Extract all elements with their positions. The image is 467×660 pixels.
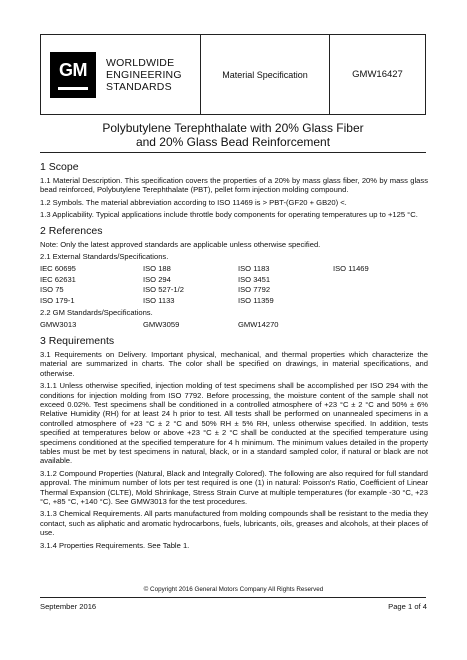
scope-paragraph: 1.3 Applicability. Typical applications include throttle body components for operating temperatures up to +125 °C. bbox=[40, 210, 418, 220]
footer-divider bbox=[40, 597, 426, 598]
footer-page-number: Page 1 of 4 bbox=[388, 602, 427, 611]
standard-item: ISO 75 bbox=[40, 285, 64, 295]
title-line-1: Polybutylene Terephthalate with 20% Glass Fiber bbox=[102, 121, 364, 135]
standard-item: ISO 11469 bbox=[333, 264, 369, 274]
standard-item: ISO 527-1/2 bbox=[143, 285, 184, 295]
external-standards-heading: 2.1 External Standards/Specifications. bbox=[40, 252, 169, 262]
standard-item: ISO 11359 bbox=[238, 295, 274, 305]
standard-item: IEC 60695 bbox=[40, 264, 76, 274]
section-references bbox=[40, 225, 428, 330]
gm-standards-heading: 2.2 GM Standards/Specifications. bbox=[40, 308, 153, 318]
standard-item: ISO 1183 bbox=[238, 264, 270, 274]
document-header bbox=[40, 34, 426, 115]
scope-heading: 1 Scope bbox=[40, 161, 79, 173]
standard-item: ISO 1133 bbox=[143, 295, 175, 305]
standard-item bbox=[333, 285, 428, 294]
standard-item: GMW14270 bbox=[238, 320, 279, 330]
standard-item: GMW3059 bbox=[143, 320, 180, 330]
title-line-2: and 20% Glass Bead Reinforcement bbox=[135, 135, 331, 149]
references-note: Note: Only the latest approved standards are applicable unless otherwise specified. bbox=[40, 239, 321, 249]
document-body bbox=[40, 161, 428, 553]
standard-item: IEC 62631 bbox=[40, 274, 76, 284]
document-title bbox=[40, 121, 426, 149]
org-line-1: WORLDWIDE bbox=[106, 56, 175, 69]
gm-standards-list bbox=[40, 320, 428, 329]
org-line-3: STANDARDS bbox=[106, 80, 172, 93]
external-standards-list bbox=[40, 264, 428, 305]
standard-item bbox=[333, 275, 428, 284]
standard-item: ISO 188 bbox=[143, 264, 171, 274]
gm-logo-underline bbox=[58, 87, 88, 90]
references-heading: 2 References bbox=[40, 224, 103, 237]
gm-logo-text: GM bbox=[59, 59, 87, 80]
requirements-paragraph: 3.1.3 Chemical Requirements. All parts manufactured from molding compounds shall be resistant to the media they contact, such as aliphatic and aromatic hydrocarbons, fuels, lubricants, oils, greases and alcohols, at their places of use. bbox=[40, 509, 428, 538]
logo-cell bbox=[41, 35, 201, 114]
standard-item: ISO 294 bbox=[143, 274, 171, 284]
standard-item: ISO 7792 bbox=[238, 285, 271, 295]
document-type: Material Specification bbox=[201, 35, 330, 114]
scope-paragraph: 1.2 Symbols. The material abbreviation according to ISO 11469 is > PBT-(GF20 + GB20) <. bbox=[40, 197, 347, 207]
standard-item: GMW3013 bbox=[40, 320, 77, 330]
title-divider bbox=[40, 152, 426, 153]
section-scope bbox=[40, 161, 428, 220]
standard-item bbox=[333, 296, 428, 305]
standard-item: ISO 179-1 bbox=[40, 295, 75, 305]
section-requirements bbox=[40, 335, 428, 550]
requirements-paragraph: 3.1.2 Compound Properties (Natural, Black and Integrally Colored). The following are also required for full standard approval. The minimum number of lots per test required is one (1) in natural: Poisson's Ratio, Coefficient of Linear Thermal Expansion (CLTE), Mold Shrinkage, Stress Strain Curve at multiple temperatures (for example -30 °C, +23 °C, +85 °C, +140 °C). See GMW3013 for the test procedures. bbox=[40, 468, 428, 506]
scope-paragraph: 1.1 Material Description. This specification covers the properties of a 20% by mass glass fiber, 20% by mass glass bead reinforced, Polybutylene Terephthalate (PBT), pellet form injection molding compound. bbox=[40, 176, 428, 195]
requirements-heading: 3 Requirements bbox=[40, 334, 115, 347]
requirements-paragraph: 3.1 Requirements on Delivery. Important physical, mechanical, and thermal properties which characterize the material are summarized in charts. The color shall be specified on drawings, in material specifications, and otherwise. bbox=[40, 349, 428, 378]
org-line-2: ENGINEERING bbox=[106, 68, 182, 81]
footer-date: September 2016 bbox=[40, 602, 97, 611]
copyright-notice: © Copyright 2016 General Motors Company All Rights Reserved bbox=[143, 586, 324, 593]
gm-logo bbox=[50, 52, 96, 98]
requirements-paragraph: 3.1.4 Properties Requirements. See Table 1. bbox=[40, 540, 190, 550]
document-number: GMW16427 bbox=[352, 69, 403, 80]
requirements-paragraph: 3.1.1 Unless otherwise specified, injection molding of test specimens shall be accomplished per ISO 294 with the conditions for injection molding from ISO 7792. Before processing, the moisture content of the sample shall not exceed 0.02%. Test specimens shall be conditioned in a controlled atmosphere of +23 °C ± 2 °C and 50% ± 6% Relative Humidity (RH) for at least 24 h prior to test. All tests shall be performed on unannealed specimens in a controlled atmosphere of +23 °C ± 2 °C and 50% RH ± 5% RH, unless otherwise specified. In addition, tests specified at temperatures below or above +23 °C ± 2 °C shall be conducted at the specified temperature using specimens conditioned at the specified temperature for 4 h minimum. The minimum values detailed in the property tables must be met by test specimens in natural, black, or in a standard sampled color, if natural or black are not available. bbox=[40, 381, 428, 466]
standard-item: ISO 3451 bbox=[238, 274, 271, 284]
organization-name bbox=[106, 57, 182, 93]
